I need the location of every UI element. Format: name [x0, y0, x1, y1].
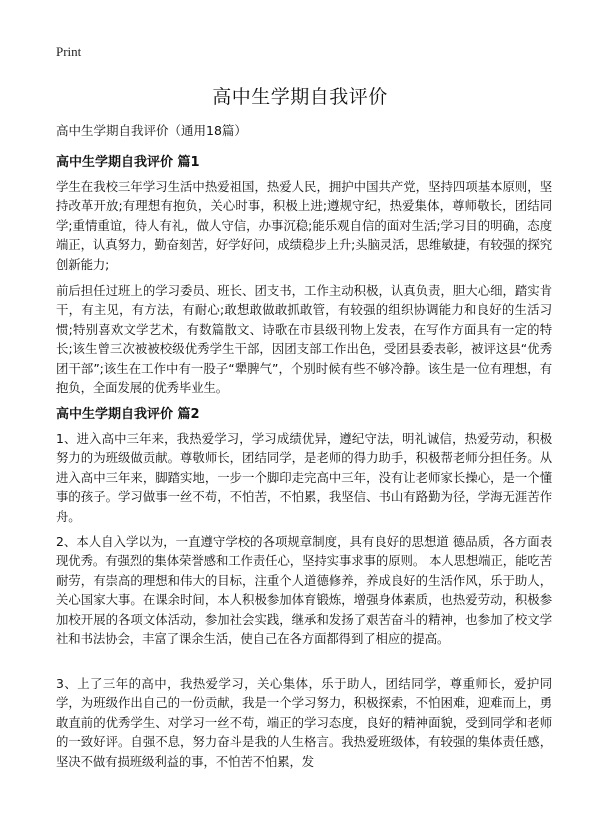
paragraph: 3、上了三年的高中，我热爱学习，关心集体，乐于助人，团结同学，尊重师长，爱护同学，为班级作出自己的一份贡献，我是一个学习努力，积极探索，不怕困难，迎难而上，勇敢直前的优秀学生、对学习一丝不苟，端正的学习态度，良好的精神面貌，受到同学和老师的一致好评。自强不息，努力奋斗是我的人生格言。我热爱班级体，有较强的集体责任感，坚决不做有损班级利益的事，不怕苦不怕累，发 — [56, 676, 552, 769]
print-link[interactable]: Print — [56, 44, 82, 59]
section-heading: 高中生学期自我评价 篇2 — [56, 407, 200, 422]
paragraph: 学生在我校三年学习生活中热爱祖国，热爱人民，拥护中国共产党，坚持四项基本原则，坚持改革开放;有理想有抱负，关心时事，积极上进;遵规守纪，热爱集体，尊师敬长，团结同学;重情重谊，待人有礼，做人守信，办事沉稳;能乐观自信的面对生活;学习目的明确，态度端正，认真努力，勤奋刻苦，好学好问，成绩稳步上升;头脑灵活，思维敏捷，有较强的探究创新能力; — [56, 179, 552, 272]
document-subtitle: 高中生学期自我评价（通用18篇） — [56, 123, 247, 138]
section-heading: 高中生学期自我评价 篇1 — [56, 155, 200, 170]
paragraph: 前后担任过班上的学习委员、班长、团支书，工作主动积极，认真负责，胆大心细，踏实肯干，有主见，有方法，有耐心;敢想敢做敢抓敢管，有较强的组织协调能力和良好的生活习惯;特别喜欢文学艺术，有数篇散文、诗歌在市县级刊物上发表，在写作方面具有一定的特长;该生曾三次被被校级优秀学生干部，因团支部工作出色，受团县委表彰，被评这县“优秀团干部”;该生在工作中有一股子“犟脾气”，个别时候有些不够冷静。该生是一位有理想，有抱负，全面发展的优秀毕业生。 — [56, 283, 552, 396]
paragraph: 1、进入高中三年来，我热爱学习，学习成绩优异，遵纪守法，明礼诚信，热爱劳动，积极努力的为班级做贡献。尊敬师长，团结同学，是老师的得力助手，积极帮老师分担任务。从进入高中三年来，脚踏实地，一步一个脚印走完高中三年，没有让老师家长操心，是一个懂事的孩子。学习做事一丝不苟，不怕苦，不怕累，我坚信、书山有路勤为径，学海无涯苦作舟。 — [56, 431, 552, 524]
paragraph: 2、本人自入学以为，一直遵守学校的各项规章制度，具有良好的思想道 德品质，各方面表现优秀。有强烈的集体荣誉感和工作责任心，坚持实事求事的原则。 本人思想端正，能吃苦耐劳，有崇高的理想和伟大的目标，注重个人道德修养，养成良好的生活作风，乐于助人，关心国家大事。在课余时间，本人积极参加体育锻炼，增强身体素质，也热爱劳动，积极参加校开展的各项文体活动，参加社会实践，继承和发扬了艰苦奋斗的精神，也参加了校文学社和书法协会，丰富了课余生活，使自己在各方面都得到了相应的提高。 — [56, 534, 552, 647]
page-title: 高中生学期自我评价 — [212, 86, 388, 108]
